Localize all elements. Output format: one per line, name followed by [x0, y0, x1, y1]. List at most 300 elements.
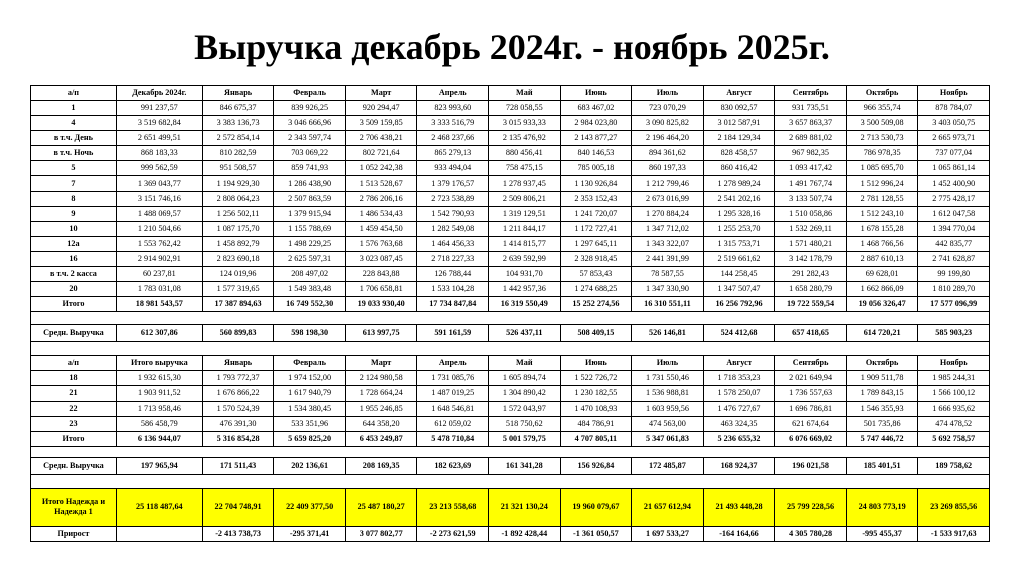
value-cell: 1 093 417,42: [775, 161, 847, 176]
value-cell: 442 835,77: [918, 236, 990, 251]
value-cell: 24 803 773,19: [846, 488, 918, 526]
value-cell: 3 133 507,74: [775, 191, 847, 206]
value-cell: 2 808 064,23: [202, 191, 274, 206]
value-cell: 1 442 957,36: [489, 282, 561, 297]
value-cell: 1 617 940,79: [274, 386, 346, 401]
value-cell: 1 576 763,68: [345, 236, 417, 251]
value-cell: 1 212 799,46: [632, 176, 704, 191]
value-cell: 585 903,23: [918, 325, 990, 342]
row-label-cell: Средн. Выручка: [31, 457, 117, 474]
table2-header-row: [31, 356, 990, 371]
value-cell: 1 085 695,70: [846, 161, 918, 176]
value-cell: 2 775 428,17: [918, 191, 990, 206]
value-cell: 1 452 400,90: [918, 176, 990, 191]
value-cell: 16 319 550,49: [489, 297, 561, 312]
value-cell: 657 418,65: [775, 325, 847, 342]
value-cell: 703 069,22: [274, 146, 346, 161]
row-label-cell: 21: [31, 386, 117, 401]
value-cell: 5 747 446,72: [846, 431, 918, 446]
value-cell: 15 252 274,56: [560, 297, 632, 312]
value-cell: 1 546 355,93: [846, 401, 918, 416]
value-cell: 1 498 229,25: [274, 236, 346, 251]
table1-row: [31, 146, 990, 161]
value-cell: 1 542 790,93: [417, 206, 489, 221]
value-cell: 860 197,33: [632, 161, 704, 176]
value-cell: Сентябрь: [775, 86, 847, 101]
value-cell: 967 982,35: [775, 146, 847, 161]
value-cell: 202 136,61: [274, 457, 346, 474]
value-cell: 1 087 175,70: [202, 221, 274, 236]
value-cell: 1 578 250,07: [703, 386, 775, 401]
value-cell: Апрель: [417, 356, 489, 371]
value-cell: 25 799 228,56: [775, 488, 847, 526]
value-cell: 19 722 559,54: [775, 297, 847, 312]
value-cell: Февраль: [274, 356, 346, 371]
value-cell: 5 001 579,75: [489, 431, 561, 446]
value-cell: Апрель: [417, 86, 489, 101]
value-cell: 474 478,52: [918, 416, 990, 431]
row-label-cell: в т.ч. 2 касса: [31, 267, 117, 282]
row-label-cell: Итого Надежда и Надежда 1: [31, 488, 117, 526]
value-cell: 810 282,59: [202, 146, 274, 161]
row-label-cell: 4: [31, 116, 117, 131]
value-cell: -1 892 428,44: [489, 526, 561, 541]
value-cell: Январь: [202, 86, 274, 101]
table1-row: [31, 251, 990, 266]
value-cell: 463 324,35: [703, 416, 775, 431]
value-cell: 172 485,87: [632, 457, 704, 474]
value-cell: 598 198,30: [274, 325, 346, 342]
table2-row: [31, 386, 990, 401]
value-cell: 683 467,02: [560, 101, 632, 116]
value-cell: 644 358,20: [345, 416, 417, 431]
value-cell: 2 823 690,18: [202, 251, 274, 266]
value-cell: 860 416,42: [703, 161, 775, 176]
value-cell: 1 793 772,37: [202, 371, 274, 386]
spacer-row: [31, 474, 990, 488]
row-label-cell: 9: [31, 206, 117, 221]
value-cell: 6 076 669,02: [775, 431, 847, 446]
value-cell: 613 997,75: [345, 325, 417, 342]
value-cell: 1 194 929,30: [202, 176, 274, 191]
value-cell: 99 199,80: [918, 267, 990, 282]
table1-row: [31, 176, 990, 191]
row-label-cell: 12а: [31, 236, 117, 251]
value-cell: 1 697 533,27: [632, 526, 704, 541]
value-cell: 1 696 786,81: [775, 401, 847, 416]
value-cell: 1 486 534,43: [345, 206, 417, 221]
value-cell: Август: [703, 86, 775, 101]
value-cell: 1 487 019,25: [417, 386, 489, 401]
table1-total-row: [31, 297, 990, 312]
row-label-cell: Средн. Выручка: [31, 325, 117, 342]
value-cell: 846 675,37: [202, 101, 274, 116]
value-cell: 4 305 780,28: [775, 526, 847, 541]
value-cell: 1 532 269,11: [775, 221, 847, 236]
row-label-cell: 7: [31, 176, 117, 191]
value-cell: 2 507 863,59: [274, 191, 346, 206]
value-cell: 1 706 658,81: [345, 282, 417, 297]
value-cell: 1 678 155,28: [846, 221, 918, 236]
table1-row: [31, 236, 990, 251]
value-cell: 1 297 645,11: [560, 236, 632, 251]
value-cell: 966 355,74: [846, 101, 918, 116]
value-cell: 2 713 530,73: [846, 131, 918, 146]
value-cell: 69 628,01: [846, 267, 918, 282]
value-cell: 3 077 802,77: [345, 526, 417, 541]
value-cell: 1 347 507,47: [703, 282, 775, 297]
value-cell: 182 623,69: [417, 457, 489, 474]
value-cell: 1 536 988,81: [632, 386, 704, 401]
value-cell: 586 458,79: [116, 416, 202, 431]
value-cell: Май: [489, 86, 561, 101]
value-cell: 3 509 159,85: [345, 116, 417, 131]
value-cell: 2 135 476,92: [489, 131, 561, 146]
value-cell: Сентябрь: [775, 356, 847, 371]
value-cell: 878 784,07: [918, 101, 990, 116]
table1-row: [31, 206, 990, 221]
value-cell: 1 464 456,33: [417, 236, 489, 251]
table1-row: [31, 221, 990, 236]
value-cell: 3 015 933,33: [489, 116, 561, 131]
revenue-table: [30, 85, 990, 542]
value-cell: Декабрь 2024г.: [116, 86, 202, 101]
value-cell: 1 533 104,28: [417, 282, 489, 297]
value-cell: 868 183,33: [116, 146, 202, 161]
value-cell: 21 321 130,24: [489, 488, 561, 526]
value-cell: 1 783 031,08: [116, 282, 202, 297]
value-cell: 1 512 243,10: [846, 206, 918, 221]
value-cell: 3 500 509,08: [846, 116, 918, 131]
value-cell: Ноябрь: [918, 86, 990, 101]
value-cell: 2 572 854,14: [202, 131, 274, 146]
value-cell: 1 211 844,17: [489, 221, 561, 236]
value-cell: 60 237,81: [116, 267, 202, 282]
row-label-cell: в т.ч. Ночь: [31, 146, 117, 161]
value-cell: 1 414 815,77: [489, 236, 561, 251]
value-cell: 5 316 854,28: [202, 431, 274, 446]
value-cell: 22 704 748,91: [202, 488, 274, 526]
row-label-cell: 23: [31, 416, 117, 431]
value-cell: Июль: [632, 86, 704, 101]
value-cell: 1 458 892,79: [202, 236, 274, 251]
value-cell: 156 926,84: [560, 457, 632, 474]
table2-row: [31, 401, 990, 416]
value-cell: 126 788,44: [417, 267, 489, 282]
value-cell: 1 570 524,39: [202, 401, 274, 416]
value-cell: 2 509 806,21: [489, 191, 561, 206]
value-cell: 1 130 926,84: [560, 176, 632, 191]
page-title: Выручка декабрь 2024г. - ноябрь 2025г.: [194, 27, 830, 67]
value-cell: 1 534 380,45: [274, 401, 346, 416]
value-cell: 19 033 930,40: [345, 297, 417, 312]
value-cell: 22 409 377,50: [274, 488, 346, 526]
growth-row: [31, 526, 990, 541]
value-cell: 1 666 935,62: [918, 401, 990, 416]
value-cell: 728 058,55: [489, 101, 561, 116]
value-cell: 1 468 766,56: [846, 236, 918, 251]
value-cell: 168 924,37: [703, 457, 775, 474]
value-cell: 1 648 546,81: [417, 401, 489, 416]
value-cell: 1 241 720,07: [560, 206, 632, 221]
row-label-cell: Прирост: [31, 526, 117, 541]
spacer-row: [31, 342, 990, 356]
value-cell: 880 456,41: [489, 146, 561, 161]
value-cell: 474 563,00: [632, 416, 704, 431]
value-cell: 1 572 043,97: [489, 401, 561, 416]
value-cell: 1 566 100,12: [918, 386, 990, 401]
value-cell: Июнь: [560, 356, 632, 371]
value-cell: 1 394 770,04: [918, 221, 990, 236]
value-cell: 1 210 504,66: [116, 221, 202, 236]
value-cell: 501 735,86: [846, 416, 918, 431]
value-cell: 1 909 511,78: [846, 371, 918, 386]
spacer-cell: [31, 446, 990, 457]
value-cell: 185 401,51: [846, 457, 918, 474]
row-label-cell: Итого: [31, 431, 117, 446]
value-cell: 124 019,96: [202, 267, 274, 282]
table1-row: [31, 161, 990, 176]
value-cell: 19 056 326,47: [846, 297, 918, 312]
value-cell: Июнь: [560, 86, 632, 101]
table1-header-row: [31, 86, 990, 101]
value-cell: 920 294,47: [345, 101, 417, 116]
row-label-cell: а/п: [31, 86, 117, 101]
value-cell: 2 887 610,13: [846, 251, 918, 266]
value-cell: 2 184 129,34: [703, 131, 775, 146]
value-cell: 1 491 767,74: [775, 176, 847, 191]
value-cell: 612 059,02: [417, 416, 489, 431]
value-cell: 859 741,93: [274, 161, 346, 176]
table1-row: [31, 282, 990, 297]
value-cell: 2 196 464,20: [632, 131, 704, 146]
value-cell: 208 169,35: [345, 457, 417, 474]
value-cell: 1 286 438,90: [274, 176, 346, 191]
value-cell: 1 605 894,74: [489, 371, 561, 386]
value-cell: 1 612 047,58: [918, 206, 990, 221]
value-cell: 3 023 087,45: [345, 251, 417, 266]
value-cell: 933 494,04: [417, 161, 489, 176]
value-cell: 2 689 881,02: [775, 131, 847, 146]
value-cell: 3 383 136,73: [202, 116, 274, 131]
value-cell: 1 731 550,46: [632, 371, 704, 386]
value-cell: 228 843,88: [345, 267, 417, 282]
value-cell: 614 720,21: [846, 325, 918, 342]
table2-average-row: [31, 457, 990, 474]
spacer-row: [31, 312, 990, 325]
table1-row: [31, 131, 990, 146]
value-cell: 1 470 108,93: [560, 401, 632, 416]
value-cell: 1 270 884,24: [632, 206, 704, 221]
value-cell: 2 441 391,99: [632, 251, 704, 266]
value-cell: 3 090 825,82: [632, 116, 704, 131]
value-cell: 1 985 244,31: [918, 371, 990, 386]
value-cell: 1 510 058,86: [775, 206, 847, 221]
value-cell: 1 052 242,38: [345, 161, 417, 176]
value-cell: 1 278 989,24: [703, 176, 775, 191]
row-label-cell: 22: [31, 401, 117, 416]
value-cell: 1 932 615,30: [116, 371, 202, 386]
value-cell: 16 256 792,96: [703, 297, 775, 312]
table1-row: [31, 101, 990, 116]
row-label-cell: а/п: [31, 356, 117, 371]
value-cell: 17 734 847,84: [417, 297, 489, 312]
value-cell: 1 658 280,79: [775, 282, 847, 297]
table2-total-row: [31, 431, 990, 446]
value-cell: 291 282,43: [775, 267, 847, 282]
value-cell: 1 459 454,50: [345, 221, 417, 236]
value-cell: 1 315 753,71: [703, 236, 775, 251]
value-cell: 1 553 762,42: [116, 236, 202, 251]
value-cell: 865 279,13: [417, 146, 489, 161]
value-cell: 802 721,64: [345, 146, 417, 161]
value-cell: 25 118 487,64: [116, 488, 202, 526]
value-cell: 1 319 129,51: [489, 206, 561, 221]
value-cell: 931 735,51: [775, 101, 847, 116]
value-cell: 23 213 558,68: [417, 488, 489, 526]
value-cell: 1 274 688,25: [560, 282, 632, 297]
value-cell: 18 981 543,57: [116, 297, 202, 312]
value-cell: 2 741 628,87: [918, 251, 990, 266]
value-cell: 951 508,57: [202, 161, 274, 176]
value-cell: 2 328 918,45: [560, 251, 632, 266]
value-cell: 2 143 877,27: [560, 131, 632, 146]
value-cell: 3 333 516,79: [417, 116, 489, 131]
value-cell: 1 343 322,07: [632, 236, 704, 251]
value-cell: 2 786 206,16: [345, 191, 417, 206]
value-cell: 2 468 237,66: [417, 131, 489, 146]
value-cell: 23 269 855,56: [918, 488, 990, 526]
value-cell: 840 146,53: [560, 146, 632, 161]
value-cell: Октябрь: [846, 86, 918, 101]
value-cell: 524 412,68: [703, 325, 775, 342]
value-cell: -295 371,41: [274, 526, 346, 541]
value-cell: Март: [345, 86, 417, 101]
value-cell: 1 230 182,55: [560, 386, 632, 401]
value-cell: 1 065 861,14: [918, 161, 990, 176]
value-cell: 1 676 866,22: [202, 386, 274, 401]
value-cell: 1 304 890,42: [489, 386, 561, 401]
value-cell: 785 005,18: [560, 161, 632, 176]
value-cell: 1 255 253,70: [703, 221, 775, 236]
table2-row: [31, 371, 990, 386]
value-cell: 830 092,57: [703, 101, 775, 116]
value-cell: 828 458,57: [703, 146, 775, 161]
spacer-cell: [31, 312, 990, 325]
value-cell: 1 347 712,02: [632, 221, 704, 236]
value-cell: 526 146,81: [632, 325, 704, 342]
value-cell: 786 978,35: [846, 146, 918, 161]
value-cell: 2 723 538,89: [417, 191, 489, 206]
value-cell: 2 625 597,31: [274, 251, 346, 266]
value-cell: 2 706 438,21: [345, 131, 417, 146]
value-cell: 3 142 178,79: [775, 251, 847, 266]
value-cell: 508 409,15: [560, 325, 632, 342]
value-cell: 1 512 996,24: [846, 176, 918, 191]
value-cell: 3 046 666,96: [274, 116, 346, 131]
value-cell: 5 692 758,57: [918, 431, 990, 446]
value-cell: 2 021 649,94: [775, 371, 847, 386]
value-cell: 3 657 863,37: [775, 116, 847, 131]
row-label-cell: 5: [31, 161, 117, 176]
value-cell: 1 713 958,46: [116, 401, 202, 416]
value-cell: 57 853,43: [560, 267, 632, 282]
value-cell: 823 993,60: [417, 101, 489, 116]
value-cell: 78 587,55: [632, 267, 704, 282]
value-cell: 2 665 973,71: [918, 131, 990, 146]
value-cell: 484 786,91: [560, 416, 632, 431]
value-cell: 17 387 894,63: [202, 297, 274, 312]
value-cell: 621 674,64: [775, 416, 847, 431]
value-cell: 2 673 016,99: [632, 191, 704, 206]
value-cell: 1 718 353,23: [703, 371, 775, 386]
value-cell: 17 577 096,99: [918, 297, 990, 312]
value-cell: 723 070,29: [632, 101, 704, 116]
value-cell: 533 351,96: [274, 416, 346, 431]
value-cell: 2 124 980,58: [345, 371, 417, 386]
value-cell: 1 379 176,57: [417, 176, 489, 191]
value-cell: 104 931,70: [489, 267, 561, 282]
value-cell: Январь: [202, 356, 274, 371]
value-cell: 16 749 552,30: [274, 297, 346, 312]
value-cell: 25 487 180,27: [345, 488, 417, 526]
value-cell: 1 476 727,67: [703, 401, 775, 416]
value-cell: -164 164,66: [703, 526, 775, 541]
value-cell: 1 347 330,90: [632, 282, 704, 297]
spacer-cell: [31, 474, 990, 488]
value-cell: 171 511,43: [202, 457, 274, 474]
value-cell: 560 899,83: [202, 325, 274, 342]
value-cell: 1 955 246,85: [345, 401, 417, 416]
value-cell: 21 657 612,94: [632, 488, 704, 526]
value-cell: 1 903 911,52: [116, 386, 202, 401]
value-cell: 1 662 866,09: [846, 282, 918, 297]
value-cell: 2 914 902,91: [116, 251, 202, 266]
value-cell: -1 533 917,63: [918, 526, 990, 541]
value-cell: 1 522 726,72: [560, 371, 632, 386]
value-cell: Июль: [632, 356, 704, 371]
value-cell: 1 549 383,48: [274, 282, 346, 297]
value-cell: 999 562,59: [116, 161, 202, 176]
row-label-cell: 20: [31, 282, 117, 297]
value-cell: 2 984 023,80: [560, 116, 632, 131]
table1-row: [31, 116, 990, 131]
value-cell: 894 361,62: [632, 146, 704, 161]
value-cell: [116, 526, 202, 541]
value-cell: 19 960 079,67: [560, 488, 632, 526]
value-cell: 1 155 788,69: [274, 221, 346, 236]
value-cell: Ноябрь: [918, 356, 990, 371]
spacer-row: [31, 446, 990, 457]
value-cell: -1 361 050,57: [560, 526, 632, 541]
value-cell: 591 161,59: [417, 325, 489, 342]
row-label-cell: 1: [31, 101, 117, 116]
value-cell: 1 256 502,11: [202, 206, 274, 221]
value-cell: 189 758,62: [918, 457, 990, 474]
value-cell: 1 379 915,94: [274, 206, 346, 221]
value-cell: 2 343 597,74: [274, 131, 346, 146]
value-cell: 2 781 128,55: [846, 191, 918, 206]
value-cell: 6 136 944,07: [116, 431, 202, 446]
value-cell: 1 577 319,65: [202, 282, 274, 297]
value-cell: 196 021,58: [775, 457, 847, 474]
value-cell: -2 413 738,73: [202, 526, 274, 541]
value-cell: 1 282 549,08: [417, 221, 489, 236]
value-cell: 1 571 480,21: [775, 236, 847, 251]
table1-row: [31, 191, 990, 206]
value-cell: 16 310 551,11: [632, 297, 704, 312]
grand-total-row: [31, 488, 990, 526]
